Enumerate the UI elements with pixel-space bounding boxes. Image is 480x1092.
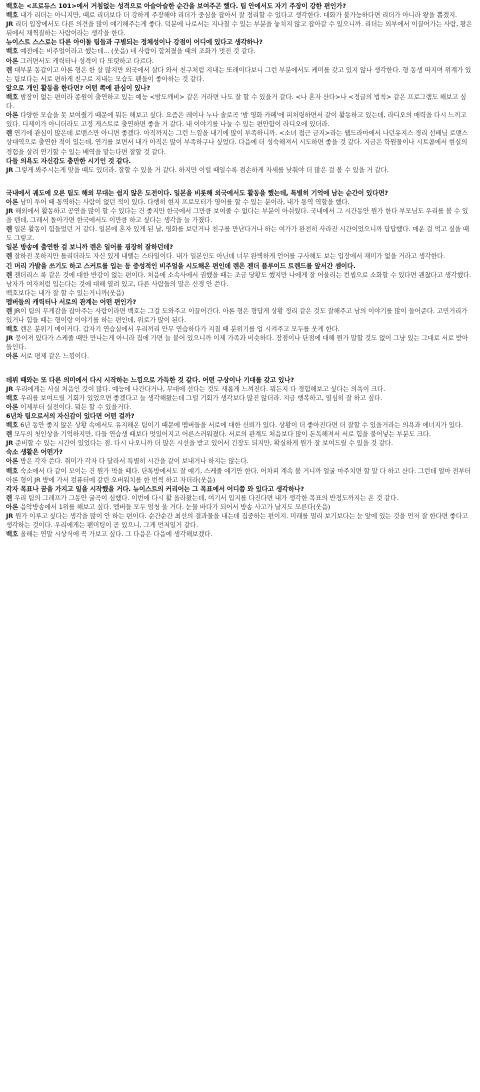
- interview-answer: [6, 289, 474, 298]
- interview-answer: [6, 325, 474, 334]
- speaker-name: JR: [6, 20, 14, 29]
- answer-text: 음악방송에서 1위를 해보고 싶다. 멤버들 모두 엄청 울 거다. 눈물 바다가 되어서 방송 사고가 날지도 모른다(웃음): [20, 502, 331, 511]
- speaker-name: 렌: [6, 493, 13, 502]
- question-text: 각자 목표나 꿈을 가지고 일을 시작했을 거다. 뉴이스트의 커리어는 그 목표에서 어디쯤 와 있다고 생각하나?: [6, 484, 305, 493]
- interview-question: [6, 485, 474, 494]
- interview-answer: [6, 457, 474, 466]
- speaker-name: 백호: [6, 11, 19, 20]
- interview-question: [6, 262, 474, 271]
- answer-text: 밤장이 없는 편이라 종원이 출연하고 있는 예능 <밤도깨비> 같은 거라면 나도 잘 할 수 있을거 같다. <나 혼자 산다>나 <정글의 법칙> 같은 프로그램도 해보고 싶다.: [6, 92, 467, 111]
- answer-text: 리더 입장에서도 다른 의견을 많이 얘기해주는게 좋다. 덕분에 나로서는 지나칠 수 있는 부분을 놓치지 않고 잡아갈 수 있으니까. 리더는 외부에서 이끌어가는 사람, 왕은 뒤에서 채찍질하는 사람이라는 생각을 한다.: [6, 20, 473, 38]
- answer-text: 해외에서 활동하고 공연을 많이 할 수 있다는 건 좋지만 한국에서 그만큼 보여줄 수 없다는 부분이 아쉬웠다. 국내에서 그 시간동안 뭔가 한다 부모님도 우리를 볼 수 있을 텐데, 그래서 돌아가면 한국에서도 이만큼 하고 싶다는 생각을 늘 가졌다.: [6, 206, 469, 225]
- interview-answer: [6, 11, 474, 20]
- interview-answer: [6, 494, 474, 503]
- answer-text: 6년 동안 좋지 않은 상황 속에서도 유지해온 팀이기 때문에 멤버들을 서로에 대한 신뢰가 있다. 상황이 더 좋아진다면 더 잘할 수 있을거라는 의욕과 에너지가 있다.: [20, 421, 463, 430]
- interview-question: [6, 157, 474, 166]
- question-text: 백호는 <프로듀스 101>에서 거침없는 성격으로 아슬아슬한 순간을 보여주곤 했다. 팀 안에서도 자기 주장이 강한 편인가?: [6, 2, 346, 10]
- interview-answer: [6, 47, 474, 56]
- speaker-name: 아론: [6, 111, 19, 120]
- answer-text: 백호보다는 내가 잘 할 수 있는거니까(웃음): [6, 288, 125, 297]
- question-text: 6년차 팀으로서의 자신감이 있다면 어떤 걸까?: [6, 411, 135, 420]
- answer-text: 방은 각자 쓴다. 취미가 각자 다 달라서 특별히 시간을 같이 보내거나 하지는 않는다.: [20, 457, 249, 466]
- answer-text: 내가 리더는 아니지만, 때로 리더보다 더 강하게 주장해야 리더가 중심을 잡아서 잘 정리할 수 있다고 생각한다. 대화가 불가능하다면 리더가 아니라 왕을 뽑겠지.: [20, 11, 457, 20]
- interview-article: [0, 0, 480, 539]
- question-text: 데뷔 때와는 또 다른 의미에서 다시 시작하는 느낌으로 가득한 것 같다. 어떤 구상이나 기대를 갖고 있나?: [6, 375, 294, 384]
- interview-answer: [6, 352, 474, 361]
- interview-answer: [6, 252, 474, 261]
- answer-text: 렌은 분위기 메이커다. 갑자기 연습실에서 우리끼리 안무 연습하다가 지칠 때 분위기를 업 시켜주고 모두를 웃게 한다.: [20, 325, 340, 334]
- answer-text: 일본 활동이 힘들었던 거 같다. 일본에 혼자 있게 된 날, 영화를 보던거나 친구를 만난다거나 하는 여가가 완전히 사라진 시간이었으니까 답답했다. 매운 걸 먹고 싶을 때도 그렇고.: [6, 225, 469, 243]
- question-text: 긴 머리 가발을 쓰기도 하고 스커트를 입는 등 중성적인 비주얼을 시도해온 편인데 렌은 젠더 플루이드 트렌드를 앞서간 셈이다.: [6, 261, 356, 270]
- interview-answer: [6, 439, 474, 448]
- speaker-name: 아론: [6, 402, 19, 411]
- interview-answer: [6, 225, 474, 243]
- interview-answer: [6, 430, 474, 439]
- speaker-name: 백호: [6, 92, 19, 101]
- interview-answer: [6, 403, 474, 412]
- question-text: 숙소 생활은 어떤가?: [6, 448, 63, 457]
- speaker-name: 렌: [6, 252, 13, 261]
- speaker-name: 백호: [6, 47, 19, 56]
- section-gap: [6, 362, 474, 376]
- interview-answer: [6, 20, 474, 38]
- speaker-name: 렌: [6, 430, 13, 439]
- speaker-name: JR: [6, 165, 14, 174]
- interview-answer: [6, 57, 474, 66]
- interview-answer: [6, 198, 474, 207]
- answer-text: 예전에는 비주얼이라고 했는데... (웃음) 네 사람이 합쳐졌을 때의 조화가 멋진 것 같다.: [20, 47, 256, 56]
- interview-answer: [6, 467, 474, 485]
- interview-question: [6, 2, 474, 11]
- speaker-name: 렌: [6, 225, 13, 234]
- speaker-name: 백호: [6, 325, 19, 334]
- question-text: 일본 방송에 출연한 걸 보니까 렌은 일어를 굉장히 잘하던데?: [6, 243, 174, 252]
- speaker-name: JR: [6, 334, 14, 343]
- interview-answer: [6, 394, 474, 403]
- speaker-name: 아론: [6, 197, 19, 206]
- speaker-name: JR: [6, 511, 14, 520]
- speaker-name: 렌: [6, 129, 13, 138]
- interview-answer: [6, 530, 474, 539]
- answer-text: 대부분 동갑이고 아론 형은 한 살 많지만 외국에서 살다 와서 친구처럼 지내는 또래이다보니 그런 부분에서도 케미를 갖고 있지 않나 생각한다. 형 동생 따지며 위계가 있는 팀보다는 서로 편하게 친구로 지내는 모습도 팬들이 좋아하는 것 같다.: [6, 65, 472, 83]
- interview-question: [6, 412, 474, 421]
- answer-text: 남미 투어 때 통역하는 사람이 없던 적이 있다. 다행히 현지 프로모터가 영어를 할 수 있는 분이라, 내가 통역 역할을 했다.: [20, 197, 350, 206]
- interview-question: [6, 298, 474, 307]
- answer-text: 그러면서도 캐릭터나 성격이 다 또렷하고 다르다.: [20, 56, 154, 65]
- answer-text: 잘하진 못하지만 틀리더라도 자신 있게 내뱉는 스타일이다. 내가 일본인도 아닌데 너무 완벽하게 언어를 구사해도 보는 입장에서 재미가 없을 거라고 생각한다.: [14, 252, 446, 261]
- interview-question: [6, 376, 474, 385]
- interview-answer: [6, 66, 474, 84]
- interview-answer: [6, 129, 474, 156]
- answer-text: 서로 평제 같은 느낌이다.: [20, 352, 89, 361]
- answer-text: 젠더리스 룩 같은 것에 대한 반감이 없는 편이다. 처음에 소속사에서 권했을 때는 조금 당황도 했지만 나에게 잘 어울리는 컨셉으로 소화할 수 있다면 괜찮다고 생각했다. 남자가 여자처럼 입는다는 것에 대해 열려 있고, 다른 사람들의 말은 신경 안 쓴다.: [6, 270, 472, 288]
- speaker-name: 렌: [6, 65, 13, 74]
- speaker-name: 백호: [6, 530, 19, 539]
- speaker-name: 아론: [6, 502, 19, 511]
- speaker-name: 렌: [6, 307, 13, 315]
- question-text: 다들 의욕도 자신감도 충만한 시기인 것 같다.: [6, 156, 131, 165]
- speaker-name: 백호: [6, 393, 19, 402]
- interview-answer: [6, 512, 474, 530]
- interview-answer: [6, 271, 474, 289]
- interview-answer: [6, 385, 474, 394]
- interview-answer: [6, 307, 474, 325]
- answer-text: 우리를 보여드릴 기회가 있었으면 좋겠다고 늘 생각해왔는데 그럴 기회가 생각보다 많진 않더라. 지금 행복하고, 열심히 잘 하고 싶다.: [20, 393, 383, 402]
- answer-text: JR이 팀의 무게감을 잡아주는 사람이라면 백호는 그걸 도와주고 이끌어간다. 아론 형은 형답게 상황 정리 같은 것도 잘해주고 남의 이야기를 많이 들어준다. 고민거리가 있거나 힘들 때는 형이랑 이야기를 하는 편인데, 위로가 많이 된다.: [6, 307, 468, 325]
- interview-question: [6, 84, 474, 93]
- interview-answer: [6, 207, 474, 225]
- speaker-name: 백호: [6, 421, 19, 430]
- answer-text: 뭉어져 있다가 스케줄 때만 만나는게 아니라 집에 가면 늘 붙어 있으니까 이제 가족과 비슷하다. 장점이나 단점에 대해 뭔가 말할 것도 없이 그냥 있는 그대로 서로 받아들인다.: [6, 334, 469, 352]
- answer-text: 뭔가 이루고 싶다는 생각을 많이 안 하는 편이다. 순간순간 최선의 결과물을 내는데 집중하는 편이지. 미래를 멀리 보기보다는 눈 앞에 있는 것을 먼저 잘 한다면 좋다고 생각하는 것이다. 우리에게는 팬미팅이 곧 있으니, 그게 먼저일거 같다.: [6, 511, 469, 530]
- speaker-name: JR: [6, 206, 14, 215]
- answer-text: 우리에게는 사실 처음인 것이 많다. 예능에 나간다거나, 무대에 선다는 것도 새롭게 느껴진다. 뭐든지 다 경험해보고 싶다는 의욕이 크다.: [15, 384, 386, 393]
- speaker-name: 아론: [6, 457, 19, 466]
- question-text: 국내에서 궤도에 오른 팀도 해외 무대는 쉽지 않은 도전이다. 일본을 비롯해 외국에서도 활동을 했는데, 특별히 기억에 남는 순간이 있다면?: [6, 188, 389, 197]
- interview-answer: [6, 111, 474, 129]
- interview-answer: [6, 93, 474, 111]
- answer-text: 모두의 첫인상을 기억하지만, 다들 연습생 때보다 멋있어지고 어른스러워졌다. 서로의 관계도 처음보다 많이 돈독해져서 서로 힘을 불어넣는 부분도 크다.: [14, 430, 431, 439]
- answer-text: 이제부터 실전이다. 뭐든 할 수 있을거다.: [20, 402, 132, 411]
- answer-text: 우리 팀의 그래프가 그동안 굴곡이 심했다. 이번에 다시 활 올라왔는데, 여기서 입지를 다진다면 내가 생각한 목표의 반정도까지는 온 것 같다.: [14, 493, 399, 502]
- answer-text: 그렇게 봐주시는게 맞을 때도 있더라. 잘할 수 있을 거 같다. 하지만 이럴 때일수록 겸손하게 자세를 낮춰야 더 많은 걸 볼 수 있을 거 같다.: [15, 165, 389, 174]
- speaker-name: JR: [6, 439, 14, 448]
- section-gap: [6, 175, 474, 189]
- interview-answer: [6, 421, 474, 430]
- speaker-name: 아론: [6, 56, 19, 65]
- question-text: 앞으로 개인 활동을 한다면? 어떤 쪽에 관심이 있나?: [6, 83, 151, 92]
- speaker-name: 백호: [6, 466, 19, 475]
- interview-question: [6, 189, 474, 198]
- speaker-name: JR: [6, 384, 14, 393]
- interview-answer: [6, 334, 474, 352]
- speaker-name: 아론: [6, 352, 19, 361]
- answer-text: 준비할 수 있는 시간이 있었다는 점. 다시 나오니까 더 많은 시선을 받고 있어서 긴장도 되지만, 확실하게 뭔가 잘 보여드릴 수 있을 것 같다.: [15, 439, 393, 448]
- answer-text: 다양한 모습을 못 보여줬기 때문에 뭐든 해보고 싶다. 요즘은 레이나 누나 솔로곡 '밤 영화 카페'에 피처링하면서 같이 활동하고 있는데, 라디오의 매력을 다시 느끼고 있다. 디제이가 아니더라도 고정 게스트로 출연하면 좋을 거 같다. 내 이야기를 나눌 수 있는 편안함이 라디오에 있더라.: [6, 111, 467, 129]
- answer-text: 숙소에서 다 같이 모이는 건 뭔가 먹을 때다. 단톡방에서도 잘 얘기, 스케줄 얘기만 한다. 어차피 계속 볼 거니까 얼굴 마주치면 할 말 다 하고 산다. 그런데 얼마 전부터 아론 형이 JR 방에 가서 컴퓨터에 같린 오버워치를 한 번씩 하고 자더라(웃음): [6, 466, 471, 484]
- interview-answer: [6, 503, 474, 512]
- interview-answer: [6, 166, 474, 175]
- question-text: 멤버들의 캐릭터나 서로의 관계는 어떤 편인가?: [6, 297, 137, 306]
- question-text: 뉴이스트 스스로는 다른 아이돌 팀들과 구별되는 정체성이나 강점이 어디에 있다고 생각하나?: [6, 38, 263, 47]
- answer-text: 올해는 연말 시상식에 꼭 가보고 싶다. 그 다음은 다음에 생각해보겠다.: [20, 530, 213, 539]
- answer-text: 연기에 관심이 많은데 로맨스만 아니면 좋겠다. 아직까지는 그런 느낌을 내기에 많이 부족하니까. <소녀 접근 금지>라는 웹드라마에서 나던유지스 경리 선배님 로맨스 상대역으로 출연한 적이 있는데, 연기를 보면서 내가 아직은 많이 부족하구나 싶었다. 다음에 더 성숙해져서 시도하면 좋을 것 같다. 지금은 학원물이나 시트콤에서 현실의 경험을 살려 연기할 수 있는 배역을 맡는다면 잘할 것 같다.: [6, 129, 468, 156]
- speaker-name: 렌: [6, 270, 13, 279]
